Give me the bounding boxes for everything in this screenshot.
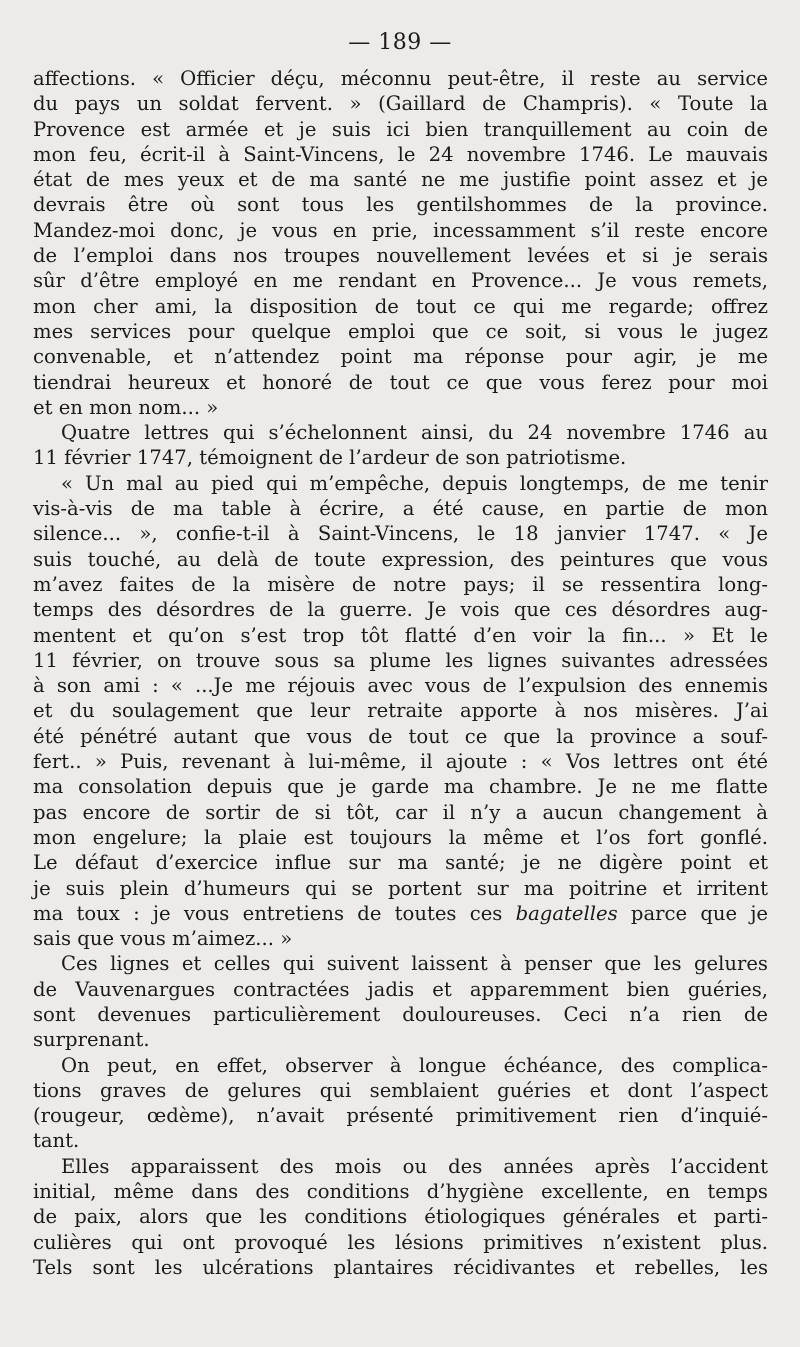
text-line: pas encore de sortir de si tôt, car il n’y a aucun changement à: [33, 800, 768, 824]
text-line: Elles apparaissent des mois ou des années après l’accident: [61, 1154, 768, 1178]
text-line: Tels sont les ulcérations plantaires récidivantes et rebelles, les: [33, 1255, 768, 1279]
text-line: 11 février, on trouve sous sa plume les lignes suivantes adressées: [33, 648, 768, 672]
text-line: sais que vous m’aimez... »: [33, 927, 293, 951]
text-line: 11 février 1747, témoignent de l’ardeur de son patriotisme.: [33, 446, 627, 470]
text-line: de paix, alors que les conditions étiologiques générales et parti-: [33, 1205, 768, 1229]
text-line: devrais être où sont tous les gentilshommes de la province.: [33, 193, 768, 217]
text-line: (rougeur, œdème), n’avait présenté primitivement rien d’inquié-: [33, 1104, 768, 1128]
text-line: Provence est armée et je suis ici bien tranquillement au coin de: [33, 117, 768, 141]
text-line: sont devenues particulièrement douloureuses. Ceci n’a rien de: [33, 1002, 768, 1026]
text-line: mentent et qu’on s’est trop tôt flatté d’en voir la fin... » Et le: [33, 623, 768, 647]
text-line: tions graves de gelures qui semblaient guéries et dont l’aspect: [33, 1078, 768, 1102]
text-line: et du soulagement que leur retraite apporte à nos misères. J’ai: [33, 699, 768, 723]
text-line: été pénétré autant que vous de tout ce que la province a souf-: [33, 724, 768, 748]
text-line: et en mon nom... »: [33, 395, 219, 419]
text-line: je suis plein d’humeurs qui se portent sur ma poitrine et irritent: [33, 876, 768, 900]
text-line: surprenant.: [33, 1028, 150, 1052]
text-line: temps des désordres de la guerre. Je vois que ces désordres aug-: [33, 598, 768, 622]
text-line: convenable, et n’attendez point ma réponse pour agir, je me: [33, 345, 768, 369]
text-line: mon engelure; la plaie est toujours la même et l’os fort gonflé.: [33, 825, 768, 849]
text-line: ma consolation depuis que je garde ma chambre. Je ne me flatte: [33, 775, 768, 799]
text-line: Quatre lettres qui s’échelonnent ainsi, du 24 novembre 1746 au: [61, 421, 768, 445]
text-line: ma toux : je vous entretiens de toutes ces bagatelles parce que je: [33, 901, 768, 925]
text-line: à son ami : « ...Je me réjouis avec vous de l’expulsion des ennemis: [33, 674, 768, 698]
text-line: vis-à-vis de ma table à écrire, a été cause, en partie de mon: [33, 497, 768, 521]
text-line: m’avez faites de la misère de notre pays; il se ressentira long-: [33, 572, 768, 596]
text-line: du pays un soldat fervent. » (Gaillard de Champris). « Toute la: [33, 92, 768, 116]
body-text: [33, 66, 768, 1280]
text-line: silence... », confie-t-il à Saint-Vincens, le 18 janvier 1747. « Je: [33, 522, 768, 546]
text-line: fert.. » Puis, revenant à lui-même, il ajoute : « Vos lettres ont été: [33, 750, 768, 774]
text-line: mon cher ami, la disposition de tout ce qui me regarde; offrez: [33, 294, 768, 318]
text-line: de Vauvenargues contractées jadis et apparemment bien guéries,: [33, 977, 768, 1001]
text-line: culières qui ont provoqué les lésions primitives n’existent plus.: [33, 1230, 768, 1254]
text-line: de l’emploi dans nos troupes nouvellement levées et si je serais: [33, 244, 768, 268]
text-line: suis touché, au delà de toute expression, des peintures que vous: [33, 547, 768, 571]
italic-word: bagatelles: [515, 901, 618, 925]
text-line: mon feu, écrit-il à Saint-Vincens, le 24 novembre 1746. Le mauvais: [33, 142, 768, 166]
text-line: mes services pour quelque emploi que ce soit, si vous le jugez: [33, 319, 768, 343]
text-line: Ces lignes et celles qui suivent laissent à penser que les gelures: [61, 952, 768, 976]
text-line: Mandez-moi donc, je vous en prie, incessamment s’il reste encore: [33, 218, 768, 242]
text-line: sûr d’être employé en me rendant en Provence... Je vous remets,: [33, 269, 768, 293]
text-line: « Un mal au pied qui m’empêche, depuis longtemps, de me tenir: [61, 471, 768, 495]
page-number: — 189 —: [348, 30, 452, 55]
text-line: On peut, en effet, observer à longue échéance, des complica-: [61, 1053, 768, 1077]
text-line: affections. « Officier déçu, méconnu peut-être, il reste au service: [33, 67, 768, 90]
text-line: initial, même dans des conditions d’hygiène excellente, en temps: [33, 1180, 768, 1204]
text-line: Le défaut d’exercice influe sur ma santé; je ne digère point et: [33, 851, 768, 875]
text-line: état de mes yeux et de ma santé ne me justifie point assez et je: [33, 168, 768, 192]
text-line: tiendrai heureux et honoré de tout ce que vous ferez pour moi: [33, 370, 768, 394]
text-line: tant.: [33, 1129, 80, 1153]
